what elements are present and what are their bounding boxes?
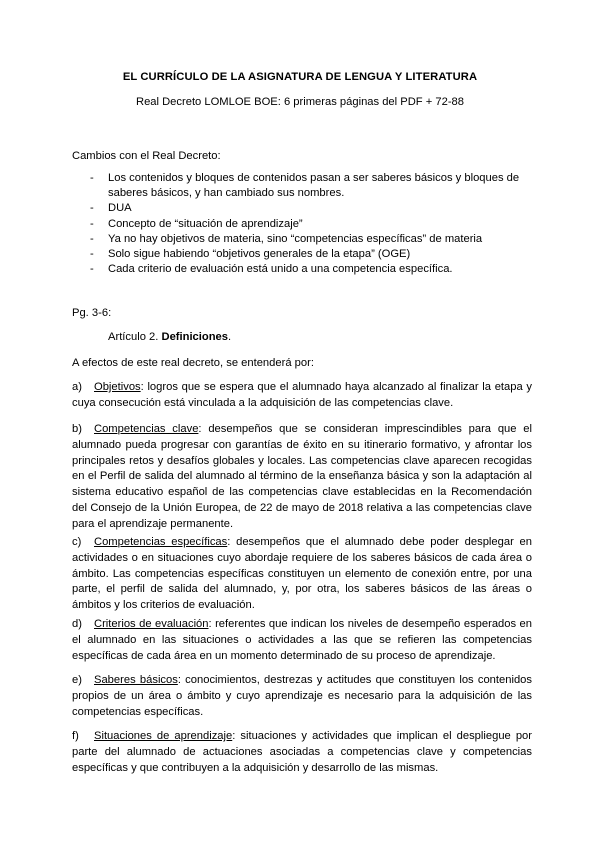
- list-item-text: Concepto de “situación de aprendizaje”: [108, 217, 303, 230]
- page-subtitle: Real Decreto LOMLOE BOE: 6 primeras páginas del PDF + 72-88: [135, 96, 464, 108]
- definition-letter: e): [72, 674, 82, 686]
- bullet-dash: -: [90, 232, 94, 245]
- definition-term: Objetivos: [94, 381, 141, 393]
- bullet-dash: -: [90, 248, 94, 261]
- article-heading: [108, 330, 231, 345]
- article-title: Definiciones: [161, 331, 229, 343]
- list-item-text: Los contenidos y bloques de contenidos pasan a ser saberes básicos y bloques de saberes básicos, y han cambiado sus nombres.: [108, 172, 520, 200]
- list-item: [90, 171, 520, 201]
- definition-term: Criterios de evaluación: [94, 618, 209, 630]
- bullet-dash: -: [90, 172, 94, 184]
- definition-text: : situaciones y actividades que implican el despliegue por parte del alumnado de actuaciones asociadas a competencias clave y competencias específicas y que contribuyen a la adquisición y desarrollo de las mismas.: [72, 730, 532, 774]
- pages-reference: Pg. 3-6:: [72, 307, 112, 319]
- changes-list: [90, 171, 520, 277]
- definition-text: : conocimientos, destrezas y actitudes que constituyen los contenidos propios de un área o ámbito y cuyo aprendizaje es necesario para la adquisición de las competencias específicas.: [72, 674, 532, 718]
- definition-competencias-especificas: [72, 535, 532, 614]
- definition-situaciones-aprendizaje: [72, 729, 532, 776]
- definition-criterios-evaluacion: [72, 617, 532, 664]
- article-prefix: Artículo 2.: [108, 331, 162, 343]
- definition-competencias-clave: [72, 422, 532, 533]
- definition-text: : desempeños que se consideran imprescindibles para que el alumnado pueda progresar con garantías de éxito en su itinerario formativo, y afrontar los principales retos y desafíos globales y locales. Las competencias clave aparecen recogidas en el Perfil de salida del alumnado al término de la enseñanza básica y son la adaptación al sistema educativo español de las competencias clave establecidas en la Recomendación del Consejo de la Unión Europea, de 22 de mayo de 2018 relativa a las competencias clave para el aprendizaje permanente.: [72, 423, 532, 530]
- list-item-text: DUA: [108, 202, 132, 215]
- list-item-text: Cada criterio de evaluación está unido a una competencia específica.: [108, 263, 453, 276]
- list-item-text: Ya no hay objetivos de materia, sino “competencias específicas” de materia: [108, 232, 483, 245]
- definition-term: Situaciones de aprendizaje: [94, 730, 233, 742]
- definition-text: : logros que se espera que el alumnado haya alcanzado al finalizar la etapa y cuya consecución está vinculada a la adquisición de las competencias clave.: [72, 381, 532, 409]
- list-item: [90, 217, 520, 232]
- bullet-dash: -: [90, 217, 94, 230]
- definition-text: : desempeños que el alumnado debe poder desplegar en actividades o en situaciones cuyo abordaje requiere de los saberes básicos de cada área o ámbito. Las competencias específicas constituyen un elemento de conexión entre, por una parte, el perfil de salida del alumnado, y, por otra, los saberes básicos de las áreas o ámbitos y los criterios de evaluación.: [72, 536, 532, 612]
- definition-term: Competencias clave: [94, 423, 199, 435]
- definition-letter: c): [72, 536, 82, 548]
- article-suffix: .: [228, 331, 232, 343]
- list-item-text: Solo sigue habiendo “objetivos generales de la etapa” (OGE): [108, 248, 411, 261]
- page-title: EL CURRÍCULO DE LA ASIGNATURA DE LENGUA Y LITERATURA: [122, 71, 478, 83]
- definition-letter: b): [72, 423, 82, 435]
- definition-letter: a): [72, 381, 82, 393]
- bullet-dash: -: [90, 263, 94, 276]
- bullet-dash: -: [90, 202, 94, 215]
- list-item: [90, 262, 520, 277]
- changes-intro: Cambios con el Real Decreto:: [72, 150, 221, 162]
- definition-letter: d): [72, 618, 82, 630]
- list-item: [90, 232, 520, 247]
- list-item: [90, 247, 520, 262]
- definition-saberes-basicos: [72, 673, 532, 720]
- definition-text: : referentes que indican los niveles de desempeño esperados en el alumnado en las situaciones o actividades a las que se refieren las competencias específicas de cada área en un momento determinado de su proceso de aprendizaje.: [72, 618, 532, 662]
- definition-term: Competencias específicas: [94, 536, 228, 548]
- definitions-lead: A efectos de este real decreto, se entenderá por:: [72, 357, 314, 369]
- definition-letter: f): [72, 730, 79, 742]
- definition-term: Saberes básicos: [94, 674, 178, 686]
- definition-objetivos: [72, 380, 532, 412]
- list-item: [90, 201, 520, 216]
